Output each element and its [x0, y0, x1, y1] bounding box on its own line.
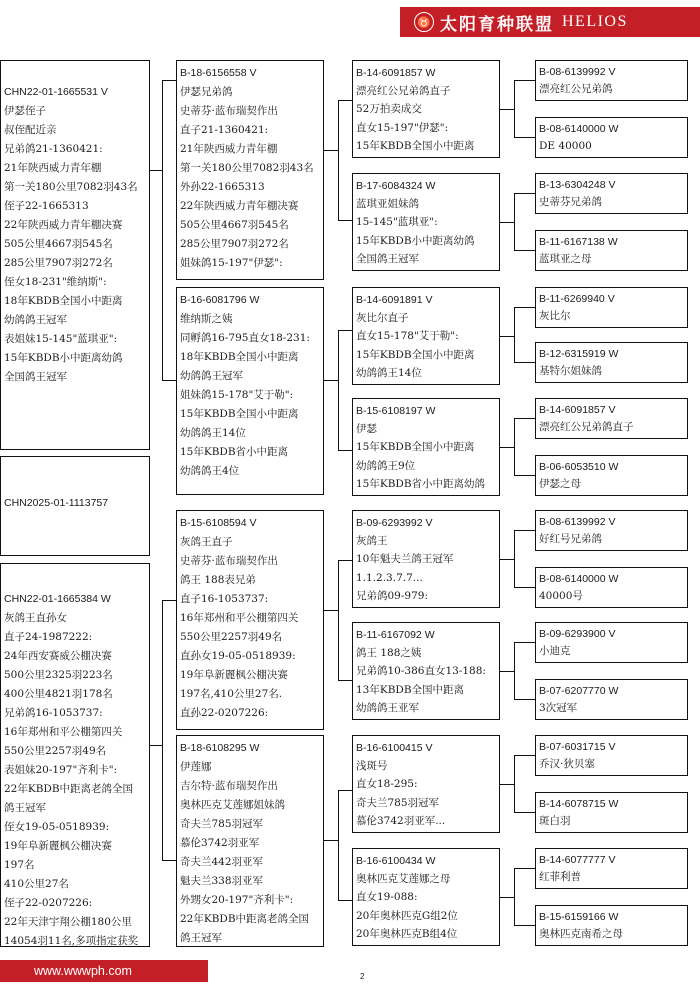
- pedigree-line: 鸽王冠军: [4, 802, 46, 814]
- pedigree-line: 52万拍卖成交: [356, 103, 422, 116]
- great-grandparent-box: [535, 60, 688, 101]
- pedigree-line: 鸽王 188之姨: [356, 647, 422, 660]
- ring-number: B-13-6304248 V: [539, 179, 616, 191]
- page-number: 2: [360, 972, 365, 981]
- connector-line: [338, 790, 339, 900]
- connector-line: [514, 193, 515, 250]
- pedigree-line: 斑白羽: [539, 815, 571, 827]
- pedigree-line: 直孙女19-05-0518939:: [180, 650, 296, 662]
- connector-line: [162, 600, 176, 601]
- pedigree-line: 慕伦3742羽亚军...: [356, 814, 446, 827]
- pedigree-line: 伊莲娜: [180, 761, 212, 773]
- pedigree-line: 15年KBDB全国小中距离: [356, 139, 475, 152]
- pedigree-line: 幼鸽鸽王冠军: [4, 314, 67, 326]
- pedigree-line: 第一关180公里7082羽43名: [180, 162, 314, 174]
- grandparent-box: [352, 510, 500, 608]
- pedigree-line: 表姐妹20-197"齐利卡":: [4, 764, 118, 776]
- connector-line: [162, 80, 163, 380]
- pedigree-line: 285公里7907羽272名: [180, 238, 289, 250]
- pedigree-line: 史蒂芬·蓝布瑞契作出: [180, 105, 278, 117]
- pedigree-line: 400公里4821羽178名: [4, 688, 113, 700]
- ring-number: B-11-6269940 V: [539, 293, 615, 305]
- ring-number: CHN22-01-1665384 W: [4, 593, 111, 605]
- pedigree-line: 20年奥林匹克B组4位: [356, 927, 458, 940]
- connector-line: [500, 784, 514, 785]
- pedigree-line: 直子24-1987222:: [4, 631, 93, 643]
- connector-line: [514, 699, 535, 700]
- pedigree-line: 姐妹鸽15-197"伊瑟":: [180, 257, 283, 269]
- ring-number: B-07-6031715 V: [539, 741, 616, 753]
- pedigree-line: 灰比尔直子: [356, 312, 409, 325]
- pedigree-line: 漂亮红公兄弟鸽直子: [539, 421, 634, 433]
- ring-number: B-14-6077777 V: [539, 854, 616, 866]
- pedigree-line: 维纳斯之姨: [180, 313, 233, 325]
- pedigree-line: 灰鸽王: [356, 535, 388, 548]
- brand-name-cn: 太阳育种联盟: [440, 14, 554, 35]
- connector-line: [514, 812, 535, 813]
- ring-number: B-16-6081796 W: [180, 294, 260, 306]
- grandparent-box: [352, 848, 500, 946]
- pedigree-line: 10年魁夫兰鸽王冠军: [356, 553, 454, 566]
- pedigree-line: 16年郑州和平公棚第四关: [4, 726, 123, 738]
- pedigree-line: 550公里2257羽49名: [180, 631, 283, 643]
- pedigree-line: 史蒂芬兄弟鸽: [539, 196, 602, 208]
- grandparent-box: [352, 735, 500, 833]
- pedigree-line: 全国鸽王冠军: [356, 252, 419, 265]
- pedigree-line: 乔汉·狄贝塞: [539, 758, 595, 770]
- connector-line: [162, 380, 176, 381]
- rooster-emblem-icon: ♉: [414, 12, 434, 32]
- pedigree-line: 直孙22-0207226:: [180, 707, 269, 719]
- ring-number: B-08-6140000 W: [539, 573, 619, 585]
- pedigree-line: 浅斑号: [356, 760, 388, 773]
- connector-line: [500, 222, 514, 223]
- connector-line: [500, 559, 514, 560]
- pedigree-line: 19年阜新麗枫公棚决赛: [180, 669, 288, 681]
- ring-number: B-08-6140000 W: [539, 123, 619, 135]
- ring-number: B-15-6108594 V: [180, 517, 257, 529]
- pedigree-line: 灰鸽王直孙女: [4, 612, 67, 624]
- connector-line: [514, 868, 535, 869]
- ring-number: B-14-6091891 V: [356, 294, 433, 306]
- ring-number: B-17-6084324 W: [356, 180, 436, 192]
- great-grandparent-box: [535, 679, 688, 720]
- great-grandparent-box: [535, 735, 688, 776]
- pedigree-line: 吉尔特·蓝布瑞契作出: [180, 780, 278, 792]
- pedigree-line: 奥林匹克艾莲娜之母: [356, 873, 451, 886]
- pedigree-line: 外甥女20-197"齐利卡":: [180, 894, 294, 906]
- brand-name-en: HELIOS: [562, 13, 628, 30]
- connector-line: [338, 330, 352, 331]
- pedigree-line: 505公里4667羽545名: [4, 238, 113, 250]
- pedigree-line: 灰比尔: [539, 310, 571, 322]
- connector-line: [324, 380, 338, 381]
- ring-number: CHN22-01-1665531 V: [4, 86, 108, 98]
- pedigree-line: 15年KBDB省小中距离幼鸽: [356, 477, 486, 490]
- pedigree-line: 幼鸽鸽王14位: [356, 366, 422, 379]
- great-grandparent-box: [535, 567, 688, 608]
- pedigree-line: 550公里2257羽49名: [4, 745, 107, 757]
- pedigree-line: 505公里4667羽545名: [180, 219, 289, 231]
- subject-box: [0, 60, 150, 450]
- pedigree-line: 幼鸽鸽王亚军: [356, 701, 419, 714]
- ring-number: B-06-6053510 W: [539, 461, 619, 473]
- pedigree-line: 魁夫兰338羽亚军: [180, 875, 264, 887]
- dam-box: [176, 287, 324, 495]
- connector-line: [324, 150, 338, 151]
- connector-line: [514, 307, 535, 308]
- sire-box: [176, 60, 324, 280]
- grandparent-box: [352, 60, 500, 158]
- pedigree-line: 40000号: [539, 590, 583, 602]
- pedigree-line: 伊瑟: [356, 423, 377, 436]
- dam-box: [176, 735, 324, 947]
- connector-line: [338, 790, 352, 791]
- grandparent-box: [352, 622, 500, 720]
- connector-line: [514, 250, 535, 251]
- connector-line: [514, 642, 535, 643]
- connector-line: [514, 642, 515, 699]
- pedigree-line: 3次冠军: [539, 702, 578, 714]
- pedigree-line: 兄弟鸽10-386直女13-188:: [356, 665, 486, 678]
- great-grandparent-box: [535, 848, 688, 889]
- pedigree-line: 24年西安赛威公棚决赛: [4, 650, 112, 662]
- great-grandparent-box: [535, 622, 688, 663]
- pedigree-line: 同孵鸽16-795直女18-231:: [180, 332, 310, 344]
- pedigree-line: 197名: [4, 859, 35, 871]
- pedigree-line: 姐妹鸽15-178"艾于勒":: [180, 389, 294, 401]
- ring-number: B-14-6091857 V: [539, 404, 616, 416]
- pedigree-line: 奇夫兰785羽冠军: [356, 796, 440, 809]
- footer-url-bar: [0, 960, 208, 982]
- connector-line: [514, 193, 535, 194]
- connector-line: [338, 900, 352, 901]
- pedigree-line: 18年KBDB全国小中距离: [180, 351, 299, 363]
- pedigree-line: 侄女18-231"维纳斯":: [4, 276, 107, 288]
- grandparent-box: [352, 287, 500, 385]
- great-grandparent-box: [535, 792, 688, 833]
- connector-line: [338, 330, 339, 450]
- connector-line: [338, 220, 352, 221]
- connector-line: [514, 868, 515, 925]
- ring-number: B-11-6167138 W: [539, 236, 618, 248]
- pedigree-line: 直子16-1053737:: [180, 593, 269, 605]
- pedigree-line: 21年陕西威力青年棚: [180, 143, 278, 155]
- connector-line: [514, 362, 535, 363]
- great-grandparent-box: [535, 342, 688, 383]
- pedigree-line: 奇夫兰785羽冠军: [180, 818, 264, 830]
- pedigree-line: 15年KBDB小中距离幼鸽: [356, 234, 475, 247]
- pedigree-line: 全国鸽王冠军: [4, 371, 67, 383]
- pedigree-line: 基特尔姐妹鸽: [539, 365, 602, 377]
- ring-number: B-09-6293992 V: [356, 517, 433, 529]
- ring-number: B-09-6293900 V: [539, 628, 616, 640]
- ring-number: B-16-6100415 V: [356, 742, 433, 754]
- pedigree-line: 18年KBDB全国小中距离: [4, 295, 123, 307]
- pedigree-line: 197名,410公里27名.: [180, 688, 283, 700]
- connector-line: [514, 307, 515, 362]
- pedigree-line: 小迪克: [539, 645, 571, 657]
- ring-number: B-15-6108197 W: [356, 405, 436, 417]
- connector-line: [162, 600, 163, 860]
- pedigree-line: 直女15-197"伊瑟":: [356, 121, 449, 134]
- pedigree-line: 22年陕西威力青年棚决赛: [180, 200, 299, 212]
- pedigree-line: 奥林匹克南希之母: [539, 928, 623, 940]
- pedigree-line: 19年阜新麗枫公棚决赛: [4, 840, 112, 852]
- connector-line: [514, 755, 515, 812]
- connector-line: [324, 840, 338, 841]
- connector-line: [514, 80, 515, 137]
- ring-number: B-11-6167092 W: [356, 629, 435, 641]
- great-grandparent-box: [535, 287, 688, 328]
- connector-line: [162, 860, 176, 861]
- pedigree-line: 兄弟鸽16-1053737:: [4, 707, 103, 719]
- connector-line: [500, 447, 514, 448]
- connector-line: [500, 671, 514, 672]
- pedigree-line: 侄女19-05-0518939:: [4, 821, 110, 833]
- connector-line: [338, 560, 352, 561]
- pedigree-line: 兄弟鸽09-979:: [356, 589, 428, 602]
- header-banner: [400, 7, 700, 37]
- connector-line: [514, 530, 515, 587]
- pedigree-line: 15-145"蓝琪亚":: [356, 216, 438, 229]
- pedigree-line: 好红号兄弟鸽: [539, 533, 602, 545]
- connector-line: [514, 587, 535, 588]
- pedigree-line: 22年陕西威力青年棚决赛: [4, 219, 123, 231]
- pedigree-line: 410公里27名: [4, 878, 69, 890]
- pedigree-line: 22年KBDB中距离老鸽全国: [180, 913, 310, 925]
- pedigree-line: 直女18-295:: [356, 778, 418, 791]
- ring-number: B-08-6139992 V: [539, 516, 616, 528]
- pedigree-line: 漂亮红公兄弟鸽: [539, 83, 613, 95]
- connector-line: [514, 475, 535, 476]
- pedigree-line: 直子21-1360421:: [180, 124, 269, 136]
- sire-box: [176, 510, 324, 730]
- connector-line: [150, 745, 162, 746]
- pedigree-line: 幼鸽鸽王4位: [180, 465, 240, 477]
- pedigree-line: 蓝琪亚之母: [539, 253, 592, 265]
- ring-number: B-08-6139992 V: [539, 66, 616, 78]
- pedigree-line: 16年郑州和平公棚第四关: [180, 612, 299, 624]
- great-grandparent-box: [535, 455, 688, 496]
- pedigree-line: 285公里7907羽272名: [4, 257, 113, 269]
- connector-line: [500, 897, 514, 898]
- great-grandparent-box: [535, 230, 688, 271]
- pedigree-line: 幼鸽鸽王9位: [356, 459, 416, 472]
- pedigree-line: 幼鸽鸽王冠军: [180, 370, 243, 382]
- connector-line: [324, 610, 338, 611]
- great-grandparent-box: [535, 510, 688, 551]
- connector-line: [500, 109, 514, 110]
- connector-line: [500, 336, 514, 337]
- pedigree-line: 鸽王冠军: [180, 932, 222, 944]
- pedigree-line: 灰鸽王直子: [180, 536, 233, 548]
- connector-line: [514, 755, 535, 756]
- connector-line: [514, 80, 535, 81]
- connector-line: [162, 80, 176, 81]
- pedigree-line: 奥林匹克艾莲娜姐妹鸽: [180, 799, 285, 811]
- pedigree-line: 表姐妹15-145"蓝琪亚":: [4, 333, 118, 345]
- connector-line: [338, 450, 352, 451]
- pedigree-line: 22年KBDB中距离老鸽全国: [4, 783, 134, 795]
- connector-line: [338, 100, 339, 220]
- connector-line: [514, 418, 535, 419]
- pedigree-line: 漂亮红公兄弟鸽直子: [356, 85, 451, 98]
- pedigree-line: 22年天津宇翔公棚180公里: [4, 916, 132, 928]
- subject-box: [0, 456, 150, 556]
- pedigree-line: 奇夫兰442羽亚军: [180, 856, 264, 868]
- pedigree-line: 14054羽11名,多项指定获奖: [4, 935, 139, 947]
- pedigree-line: 15年KBDB全国小中距离: [356, 441, 475, 454]
- pedigree-line: 侄子22-1665313: [4, 200, 89, 212]
- great-grandparent-box: [535, 117, 688, 158]
- grandparent-box: [352, 398, 500, 496]
- pedigree-line: 15年KBDB全国小中距离: [356, 348, 475, 361]
- pedigree-line: DE 40000: [539, 140, 592, 152]
- pedigree-line: 鸽王 188表兄弟: [180, 574, 256, 586]
- connector-line: [338, 560, 339, 680]
- ring-number: B-07-6207770 W: [539, 685, 619, 697]
- connector-line: [514, 530, 535, 531]
- connector-line: [338, 100, 352, 101]
- ring-number: B-18-6108295 W: [180, 742, 260, 754]
- great-grandparent-box: [535, 905, 688, 946]
- connector-line: [514, 418, 515, 475]
- ring-number: B-18-6156558 V: [180, 67, 257, 79]
- pedigree-line: 15年KBDB全国小中距离: [180, 408, 299, 420]
- subject-box: [0, 563, 150, 947]
- great-grandparent-box: [535, 398, 688, 439]
- pedigree-line: 20年奥林匹克G组2位: [356, 909, 458, 922]
- grandparent-box: [352, 173, 500, 271]
- ring-number: B-16-6100434 W: [356, 855, 436, 867]
- ring-number: B-14-6078715 W: [539, 798, 619, 810]
- pedigree-line: 伊瑟之母: [539, 478, 581, 490]
- ring-number: CHN2025-01-1113757: [4, 497, 109, 509]
- ring-number: B-15-6159166 W: [539, 911, 619, 923]
- pedigree-line: 慕伦3742羽亚军: [180, 837, 260, 849]
- pedigree-line: 兄弟鸽21-1360421:: [4, 143, 103, 155]
- pedigree-line: 500公里2325羽223名: [4, 669, 113, 681]
- connector-line: [514, 925, 535, 926]
- pedigree-line: 叔侄配近亲: [4, 124, 57, 136]
- pedigree-line: 伊瑟侄子: [4, 105, 46, 117]
- pedigree-line: 外孙22-1665313: [180, 181, 265, 193]
- pedigree-line: 直女15-178"艾于勒":: [356, 330, 459, 343]
- ring-number: B-14-6091857 W: [356, 67, 436, 79]
- pedigree-line: 史蒂芬·蓝布瑞契作出: [180, 555, 278, 567]
- connector-line: [514, 137, 535, 138]
- pedigree-line: 伊瑟兄弟鸽: [180, 86, 233, 98]
- pedigree-line: 21年陕西威力青年棚: [4, 162, 102, 174]
- pedigree-line: 第一关180公里7082羽43名: [4, 181, 138, 193]
- great-grandparent-box: [535, 173, 688, 214]
- pedigree-line: 13年KBDB全国中距离: [356, 683, 465, 696]
- connector-line: [338, 680, 352, 681]
- connector-line: [150, 170, 162, 171]
- pedigree-line: 侄子22-0207226:: [4, 897, 93, 909]
- pedigree-line: 幼鸽鸽王14位: [180, 427, 246, 439]
- ring-number: B-12-6315919 W: [539, 348, 619, 360]
- footer-url[interactable]: www.wwwph.com: [34, 964, 132, 978]
- pedigree-line: 1.1.2.3.7.7...: [356, 571, 423, 584]
- pedigree-line: 蓝琪亚姐妹鸽: [356, 198, 419, 211]
- pedigree-line: 15年KBDB小中距离幼鸽: [4, 352, 123, 364]
- pedigree-line: 红菲利普: [539, 871, 581, 883]
- pedigree-line: 直女19-088:: [356, 891, 418, 904]
- pedigree-line: 15年KBDB省小中距离: [180, 446, 289, 458]
